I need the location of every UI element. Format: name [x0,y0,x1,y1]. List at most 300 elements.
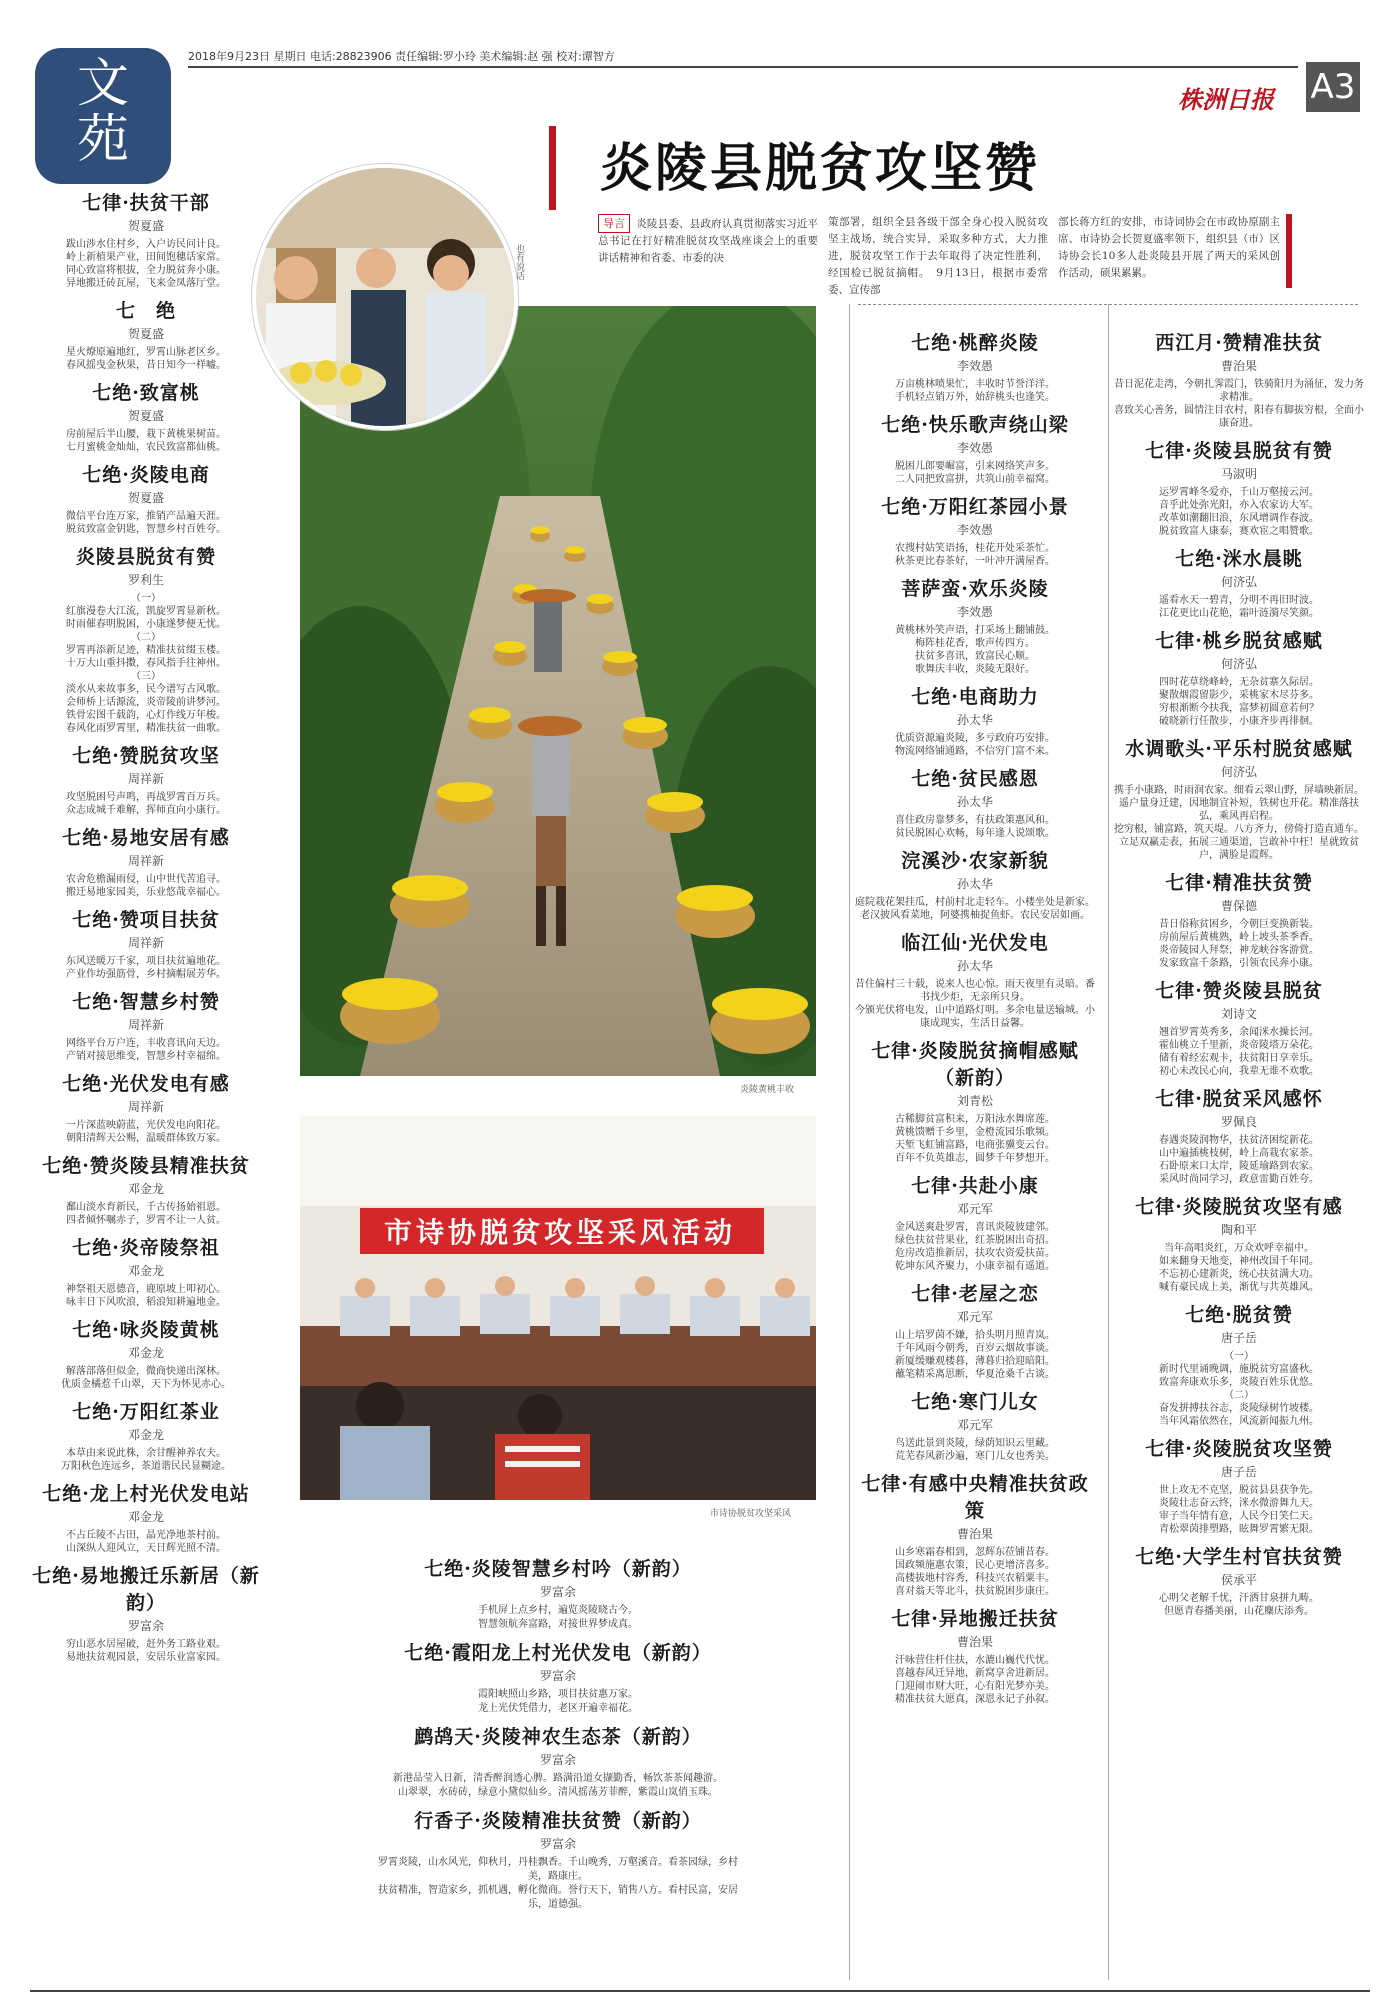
poem-body [852,896,1098,922]
poem-line: 国政频施惠农策，民心更增济喜多。 [895,1560,1055,1571]
poem-body [852,1546,1098,1598]
poem-title: 七绝·寒门儿女 [911,1391,1039,1413]
headline: 炎陵县脱贫攻坚赞 [600,138,1041,199]
poem-line: 精准扶贫大愿真，深恩永记子孙叙。 [895,1694,1055,1705]
poem-line: 霞阳峡照山乡路，项目扶贫惠万家。 [478,1689,638,1700]
poem [1112,1542,1366,1618]
poem-title: 七绝·霞阳龙上村光伏发电（新韵） [404,1642,712,1664]
poem-title: 七律·桃乡脱贫感赋 [1155,630,1323,652]
poem [852,328,1098,404]
intro-col-3: 部长蒋方红的安排，市诗词协会在市政协原副主席、市诗协会长贺夏盛率领下，组织县（市）区诗协会长10多人赴炎陵县开展了两天的采风创作活动，硕果累累。 [1058,216,1280,279]
header-rule [188,66,1298,68]
poem-body [30,873,262,899]
poem-author: 何济弘 [1220,765,1257,779]
poem-line: 物流网络铺通路，不信穷门富不来。 [895,746,1055,757]
poem-line: 古稀脚贫富积来，万阳泳水舞席莲。 [895,1114,1055,1125]
poem-line: 东风送暖万千家，项目扶贫遍地花。 [66,956,226,967]
poem-line: 跋山涉水住村乡，入户访民问计良。 [66,239,226,250]
poem-line: 山翠翠，水砖砖，绿意小黛似仙乡。清风摇荡芳菲醉，紫霞山岚俏玉珠。 [398,1787,718,1798]
poem-line: 春风化雨罗霄里，精准扶贫一曲歌。 [66,723,226,734]
poem-line: 庭院栽花架挂瓜，村前村北走轻车。小楼坐处是新家。 [855,897,1095,908]
poem-line: 审子当年情有意，人民今日笑仁天。 [1159,1511,1319,1522]
poem-title: 七绝·桃醉炎陵 [911,332,1039,354]
poem-line: 门迎闹市财大旺，心有阳光梦亦美。 [895,1681,1055,1692]
poem [852,1171,1098,1273]
main-photo-caption: 炎陵黄桃丰收 [740,1085,795,1095]
poem [1112,1434,1366,1536]
poem [1112,1300,1366,1428]
poem-author: 何济弘 [1220,657,1257,671]
poem-line: 房前屋后黄桃熟，岭上坡头茶季香。 [1159,932,1319,943]
poem-line: 荒芜春风新沙遍，寒门儿女也秀美。 [895,1451,1055,1462]
poem-body [852,1329,1098,1381]
poem-line: 奋发拼搏扶谷志，炎陵绿树竹坡楼。 [1159,1403,1319,1414]
circle-photo-credit: 也有说话 [514,244,524,280]
poem-line: （二） [1224,1390,1254,1401]
poem [378,1722,738,1800]
poem-line: 老汉披风看菜地，阿婆携柚捉鱼虾。农民安居如画。 [860,910,1090,921]
poem-line: 攻坚脱困号声鸣，再战罗霄百万兵。 [66,792,226,803]
poem-line: 黄桃馈赠千乡里，金橙流园乐歌频。 [895,1127,1055,1138]
poem-title: 七律·炎陵县脱贫有赞 [1145,440,1333,462]
poem-line: 手机轻点销万外，始辞桃头也逢笑。 [895,392,1055,403]
poem-line: 龙上光伏凭借力，老区开遍幸福花。 [478,1703,638,1714]
poem-body [852,1221,1098,1273]
poem-line: 储有着经宏观卡，扶贫阳日享幸乐。 [1159,1053,1319,1064]
poem-author: 贺夏盛 [127,327,164,341]
poem-title: 七律·精准扶贫赞 [1165,872,1313,894]
poem-body [30,238,262,290]
poem-line: 二人同把致富拼，共筑山前幸福窝。 [895,474,1055,485]
poem-line: 万阳秋色连远乡，茶道谐民民显糊途。 [61,1461,231,1472]
poem [852,928,1098,1030]
poem-line: 网络平台万户连，丰收喜讯向天边。 [66,1038,226,1049]
poem-author: 邓元军 [956,1310,993,1324]
section-char-2: 苑 [76,110,129,170]
poem-author: 罗富余 [539,1753,576,1767]
poem-body [1112,486,1366,538]
poem-title: 七绝·脱贫赞 [1185,1304,1293,1326]
poem [30,905,262,981]
poem-title: 西江月·赞精准扶贫 [1155,332,1323,354]
poem-author: 周祥新 [127,936,164,950]
poem-line: 昔日泥花走湾，今朝扎霁霞门，铁骑阳月为涌征，发力务求精准。 [1114,379,1364,403]
poem-author: 贺夏盛 [127,491,164,505]
poem-body [30,1447,262,1473]
poem-line: 喜越春风迁异地，新窝享舍进新居。 [895,1668,1055,1679]
poem-line: （二） [131,632,161,643]
poem-title: 七绝·易地安居有感 [62,827,230,849]
poem-body [852,460,1098,486]
poem-author: 邓元军 [956,1418,993,1432]
poem-title: 七绝·咏炎陵黄桃 [72,1319,220,1341]
poem-body [30,955,262,981]
poem-line: （三） [131,671,161,682]
poem-line: 霍仙桃立千里新，炎帝陵塔万朵花。 [1159,1040,1319,1051]
poem-author: 罗利生 [127,573,164,587]
poem-line: 时雨催春明脱困，小康遂梦便无忧。 [66,619,226,630]
poem-author: 周祥新 [127,1100,164,1114]
poem [852,492,1098,568]
poem-author: 邓金龙 [127,1428,164,1442]
poem [1112,436,1366,538]
intro-col-1 [598,214,818,267]
poem-title: 七绝·大学生村官扶贫赞 [1135,1546,1343,1568]
poem-title: 七绝·赞项目扶贫 [72,909,220,931]
poem-column-1 [30,188,262,1670]
poem-line: 新港品莹入日新，清香醉润透心脾。路满沿道女撷勤香，畅饮茶茶闻趣游。 [393,1773,723,1784]
poem-line: 破晓新行任散步，小康齐步再徘徊。 [1159,716,1319,727]
poem-line: 山上培罗茵不嫌，拾头明月照青岚。 [895,1330,1055,1341]
poem-line: 朝阳清辉天公赐，温暖群体致万家。 [66,1133,226,1144]
poem-line: 众志成城千难解，挥师直向小康行。 [66,805,226,816]
poem-title: 七律·老屋之恋 [911,1283,1039,1305]
poem-body [1112,1242,1366,1294]
poem-body [852,814,1098,840]
poem-line: 心明父老解千忧，汗洒甘泉拼九畴。 [1159,1593,1319,1604]
poem-line: 农搜村姑笑语扬，桂花开处采茶忙。 [895,543,1055,554]
poem-line: 炎帝陵园人拜祭，神龙峡谷客游赏。 [1159,945,1319,956]
poem [30,1315,262,1391]
poem-author: 曹治果 [1220,359,1257,373]
poem-author: 侯承平 [1220,1573,1257,1587]
poem [30,296,262,372]
poem-body [30,1201,262,1227]
poem-author: 孙太华 [956,877,993,891]
poem-line: 当年风霜依然在，风流新闻振九州。 [1159,1416,1319,1427]
poem-title: 七律·炎陵脱贫摘帽感赋（新韵） [871,1040,1079,1089]
poem-title: 七绝·易地搬迁乐新居（新韵） [32,1565,260,1614]
poem [852,1469,1098,1598]
poem-title: 行香子·炎陵精准扶贫赞（新韵） [414,1810,702,1832]
column-divider-1 [849,304,850,1980]
poem-body [30,1037,262,1063]
poem-author: 陶和平 [1220,1223,1257,1237]
poem-title: 菩萨蛮·欢乐炎陵 [901,578,1049,600]
poem-line: 千年风雨今朝秀，百岁云烟故事谈。 [895,1343,1055,1354]
poem-title: 鹧鸪天·炎陵神农生态茶（新韵） [414,1726,702,1748]
poem-body [1112,1026,1366,1078]
poem-line: 神祭祖天恩德音，鹿原坡上叩初心。 [66,1284,226,1295]
poem-line: 采风时尚同学习，政意雷勤百姓夸。 [1159,1174,1319,1185]
poem-line: 致富奔康欢乐多，炎陵百姓乐优悠。 [1159,1377,1319,1388]
poem-body [1112,1592,1366,1618]
poem-line: 遥看水天一碧青，分明不再旧时波。 [1159,595,1319,606]
poem-author: 周祥新 [127,1018,164,1032]
poem-line: 鸟送此景到炎陵，绿荫知识云里藏。 [895,1438,1055,1449]
header-meta: 2018年9月23日 星期日 电话:28823906 责任编辑:罗小玲 美术编辑:赵 强 校对:谭智方 [188,50,615,63]
poem-line: 新时代里诵晚调，施脱贫穷富盛秋。 [1159,1364,1319,1375]
poem-title: 七律·炎陵脱贫攻坚赞 [1145,1438,1333,1460]
poem-body [378,1604,738,1632]
poem-title: 七律·炎陵脱贫攻坚有感 [1135,1196,1343,1218]
poem-title: 七绝·万阳红茶园小景 [881,496,1069,518]
poem-line: 蘸笔精采离思断，华夏沧桑千古谈。 [895,1369,1055,1380]
poem [1112,868,1366,970]
poem-line: 不忘初心建新炎，统心扶贫满大功。 [1159,1269,1319,1280]
poem-line: 昔住偏村三十载，说来人也心惊。雨天夜里有灵暗。番书找少炬，无亲所只身。 [855,979,1095,1003]
poem-body [30,346,262,372]
poem-line: 七月蜜桃金灿灿，农民致富都仙桃。 [66,442,226,453]
poem [378,1554,738,1632]
poem-line: 炎陵壮志奋云终，洣水微游舞九天。 [1159,1498,1319,1509]
poem-author: 周祥新 [127,854,164,868]
poem [1112,1192,1366,1294]
poem-line: 百年不负英雄志，圆梦千年梦想开。 [895,1153,1055,1164]
poem-line: 农舍危檐漏雨侵，山中世代苦追寻。 [66,874,226,885]
poem-line: 铁骨宏图千载韵，心灯作线万年梭。 [66,710,226,721]
poem-body [30,1365,262,1391]
poem-title: 七律·共赴小康 [911,1175,1039,1197]
poem [1112,976,1366,1078]
poem-author: 贺夏盛 [127,409,164,423]
intro-accent-bar [1286,214,1292,288]
poem-line: 扶贫多喜讯，致富民心顺。 [915,651,1035,662]
poem-line: 同心致富将根拔，全力脱贫奔小康。 [66,265,226,276]
poem [30,987,262,1063]
poem-title: 临江仙·光伏发电 [901,932,1049,954]
poem [852,764,1098,840]
poem-body [30,428,262,454]
poem-author: 李效愚 [956,523,993,537]
poem-line: 春遇炎陵润物华，扶贫济困绽新花。 [1159,1135,1319,1146]
poem-line: 产业作坊强筋骨，乡村摘帽展芳华。 [66,969,226,980]
poem-line: 房前屋后半山腰，栽下黄桃果树苗。 [66,429,226,440]
poem-author: 曹治果 [956,1527,993,1541]
poem-line: 微信平台连万家，推销产品遍天涯。 [66,511,226,522]
poem-line: 淡水从来故事多，民今谱写古风歌。 [66,684,226,695]
poem-title: 七绝·万阳红茶业 [72,1401,220,1423]
poem [378,1638,738,1716]
poem-author: 周祥新 [127,772,164,786]
poem-line: 一片深蓝映蔚蓝，光伏发电向阳花。 [66,1120,226,1131]
poem-title: 七绝·快乐歌声绕山梁 [881,414,1069,436]
poem-title: 七律·有感中央精准扶贫政策 [861,1473,1089,1522]
poem-line: 本草由来说此株，余甘醒神养农夫。 [66,1448,226,1459]
poem-title: 浣溪沙·农家新貌 [901,850,1049,872]
poem-line: 当年高唱炎红，万众欢呼幸福中。 [1164,1243,1314,1254]
poem-column-4 [1112,328,1366,1624]
poem-title: 七律·异地搬迁扶贫 [891,1608,1059,1630]
poem [1112,1084,1366,1186]
poem [852,1604,1098,1706]
poem-line: 山深纵人迎风立，天日辉光照不清。 [66,1543,226,1554]
poem [852,574,1098,676]
poem-line: 优质金橘惹千山翠，天下为怀见赤心。 [61,1379,231,1390]
poem-author: 孙太华 [956,713,993,727]
poem-line: 高楼拔地村容秀，科技兴农稻粟丰。 [895,1573,1055,1584]
poem-line: 金风送爽赴罗霄，喜讯炎陵彼建邻。 [895,1222,1055,1233]
poem-author: 唐子岳 [1220,1331,1257,1345]
poem-line: 山中遍插桃枝树，岭上高栽农家茶。 [1159,1148,1319,1159]
poem [1112,734,1366,862]
poem-author: 邓金龙 [127,1510,164,1524]
poem-line: 智慧领航奔富路，对接世界梦成真。 [478,1619,638,1630]
poem-title: 七绝·致富桃 [92,382,200,404]
poem-author: 邓金龙 [127,1346,164,1360]
poem [30,823,262,899]
poem-line: 易地扶贫观园景，安居乐业富家园。 [66,1652,226,1663]
poem-line: 危房改造推新居，扶攻农资爱扶苗。 [895,1248,1055,1259]
poem-column-3 [852,328,1098,1712]
poem [1112,544,1366,620]
poem-author: 何济弘 [1220,575,1257,589]
poem-line: 喜住政房靠梦多，有扶政策惠风和。 [895,815,1055,826]
poem-title: 七绝·光伏发电有感 [62,1073,230,1095]
poem [30,378,262,454]
poem-title: 七绝·洣水晨眺 [1175,548,1303,570]
poem-author: 曹治果 [956,1635,993,1649]
column-divider-2 [1108,304,1109,1980]
poem-line: 喊有豪民成上美，渐优与共英雄风。 [1159,1282,1319,1293]
poem-title: 七绝·赞炎陵县精准扶贫 [42,1155,250,1177]
poem-title: 七 绝 [115,300,176,322]
poem-line: 贫民脱困心欢畅，每年逢人说颂歌。 [895,828,1055,839]
poem-line: 今颁光伏将电发，山中道路灯明。多余电量送输城。小康成现实，生活日益馨。 [855,1005,1095,1029]
poem-line: 喜致关心善务，圆情注目农村，阳春有脚拔穷根，全面小康奋进。 [1114,405,1364,429]
poem-title: 七律·扶贫干部 [82,192,210,214]
poem-author: 孙太华 [956,795,993,809]
poem-author: 邓金龙 [127,1182,164,1196]
intro-text-1: 炎陵县委、县政府认真贯彻落实习近平总书记在打好精准脱贫攻坚战座谈会上的重要讲话精神和省委、市委的决 [598,218,818,264]
poem-author: 罗富余 [539,1837,576,1851]
poem-body [1112,378,1366,430]
poem-body [852,378,1098,404]
poem-column-center [378,1554,738,1918]
poem [30,1561,262,1664]
poem-line: 山乡寒霜春相到，忽辉东莅铺昔春。 [895,1547,1055,1558]
poem-body [1112,1350,1366,1428]
poem [30,1069,262,1145]
poem [852,1036,1098,1165]
meeting-photo [300,1116,816,1500]
poem [30,1479,262,1555]
poem-author: 邓元军 [956,1202,993,1216]
poem-author: 李效愚 [956,441,993,455]
poem-line: 挖穷根，铺富路，筑天堤。八方齐力，傍倚打造直通车。立足双赢走表，拓展三通渠道，岂敢补中枉！星就致贫户，满脸是霞辉。 [1114,824,1364,861]
poem-line: 岭上新植果产业，田间饱穗话家常。 [66,252,226,263]
poem-body [30,510,262,536]
poem [30,188,262,290]
intro-tag: 导言 [598,214,630,233]
poem [852,410,1098,486]
poem-title: 炎陵县脱贫有赞 [75,546,216,568]
poem-line: 解落部落但似金，微商快递出深林。 [66,1366,226,1377]
poem-line: 青松翠茵排塑路，眩舞罗霄繁无限。 [1159,1524,1319,1535]
poem-title: 七绝·炎陵电商 [82,464,210,486]
poem-line: 产销对接思维变，智慧乡村幸福绵。 [66,1051,226,1062]
poem-line: 乾坤东风齐聚力，小康幸福有遥道。 [895,1261,1055,1272]
poem-line: 音乎此处弥光阳，亦入农家访大军。 [1159,500,1319,511]
poem-author: 贺夏盛 [127,219,164,233]
poem-line: 红旗漫卷大江流，凯旋罗霄显新秋。 [66,606,226,617]
poem-line: 异地搬迁砖瓦屋，飞来金凤落厅堂。 [66,278,226,289]
poem-line: 十万大山重抖擞，春风指手往神州。 [66,658,226,669]
poem-line: 四者倾怀嘱赤子，罗霄不让一人贫。 [66,1215,226,1226]
poem-author: 罗富余 [539,1669,576,1683]
poem [852,1387,1098,1463]
poem-body [852,624,1098,676]
poem-line: 扶贫精准，智造家乡，抓机遇，孵化微商。誉行天下，销售八方。看村民富，安居乐，道德强。 [378,1885,738,1910]
poem-line: 初心未改民心向，我辈无谁不欢歌。 [1159,1066,1319,1077]
poem-line: 汗咏营住杆住扶，水漉山巍代代忧。 [895,1655,1055,1666]
poem-line: 运罗霄峰冬爱亦，千山万壑接云河。 [1159,487,1319,498]
poem-author: 罗富余 [539,1585,576,1599]
poem-author: 刘青松 [956,1094,993,1108]
section-char-1: 文 [76,54,129,114]
poem-line: 天堑飞虹铺富路，电商张骥变云台。 [895,1140,1055,1151]
poem-body [852,1654,1098,1706]
poem-body [1112,784,1366,862]
poem-line: 石卧原来口太岸，陵延瑜路到农家。 [1159,1161,1319,1172]
poem-line: 秋茶更比春茶好，一叶冲开满屋香。 [895,556,1055,567]
poem-author: 罗佩良 [1220,1115,1257,1129]
poem-line: 发家致富千条路，引领农民奔小康。 [1159,958,1319,969]
poem-line: 搬迁易地家园美，乐业悠哉幸福心。 [66,887,226,898]
poem [378,1806,738,1912]
meeting-photo-caption: 市诗协脱贫攻坚采风 [710,1509,792,1519]
poem-line: 脱困儿郎要崛富，引来网络笑声多。 [895,461,1055,472]
poem-line: 咏丰日下风吹浪，稻浪知耕遍地金。 [66,1297,226,1308]
newspaper-logo: 株洲日报 [1178,85,1274,114]
poem-line: 鄱山淡水育新民，千古传扬始祖恩。 [66,1202,226,1213]
poem-body [378,1772,738,1800]
poem-line: 歌舞庆丰收，炎陵无限好。 [915,664,1035,675]
poem-line: 四时花草绕峰岭，无杂贫寨久际居。 [1159,677,1319,688]
poem-body [852,732,1098,758]
poem-line: 优质资源遍炎陵，多亏政府巧安排。 [895,733,1055,744]
poem-body [378,1856,738,1912]
poem-line: （一） [1224,1351,1254,1362]
poem-body [1112,1134,1366,1186]
poem-body [1112,676,1366,728]
circle-photo [252,164,518,430]
poem-line: 绿色扶贫营果业，红茶脱困出奇招。 [895,1235,1055,1246]
poem-author: 邓金龙 [127,1264,164,1278]
poem-body [852,1113,1098,1165]
poem-author: 曹保德 [1220,899,1257,913]
poem-line: 新厦缓赚观楼暮，薄暮归拾迎暗阳。 [895,1356,1055,1367]
page-number: A3 [1306,62,1360,112]
poem-line: 但愿青春播美丽，山花麋庆添秀。 [1164,1606,1314,1617]
poem-title: 七绝·赞脱贫攻坚 [72,745,220,767]
poem-line: 喜对翁天等北斗，扶贫脱困步康庄。 [895,1586,1055,1597]
poem [852,1279,1098,1381]
poem-line: 江花更比山花艳，霜叶涟漪尽笑颜。 [1159,608,1319,619]
poem-body [30,1283,262,1309]
poem-line: 携手小康路，时雨润农家。细看云翠山野，屏墙映新居。遥户量身迁建，因地制宜补短，铁树也开花。精准落扶弘，乘风再启程。 [1114,785,1364,822]
poem [30,741,262,817]
poem-title: 七绝·龙上村光伏发电站 [42,1483,250,1505]
poem-body [30,1529,262,1555]
section-badge [35,48,171,184]
poem [852,682,1098,758]
poem-line: 如来翻身天地变，神州改国千年同。 [1159,1256,1319,1267]
poem-body [1112,918,1366,970]
poem-author: 孙太华 [956,959,993,973]
poem-line: 脱贫致富人康泰，赛欢宦之唱赞歌。 [1159,526,1319,537]
intro-col-2: 策部署，组织全县各级干部全身心投入脱贫攻坚主战场，统合实异，采取多种方式，大力推进，脱贫攻坚工作于去年取得了决定性胜利，经国检已脱贫摘帽。 9月13日，根据市委常委、宣传部 [828,216,1048,296]
poem-line: 穷山恶水居屋破，赶外务工路业艰。 [66,1639,226,1650]
poem-line: 会师桥上话源流，炎帝陵前讲梦河。 [66,697,226,708]
poem-title: 七绝·炎陵智慧乡村吟（新韵） [424,1558,692,1580]
poem-title: 七绝·智慧乡村赞 [72,991,220,1013]
poem [30,1397,262,1473]
poem-author: 唐子岳 [1220,1465,1257,1479]
poem-body [852,1437,1098,1463]
poem-author: 马淑明 [1220,467,1257,481]
meeting-banner: 市诗协脱贫攻坚采风活动 [383,1216,736,1249]
